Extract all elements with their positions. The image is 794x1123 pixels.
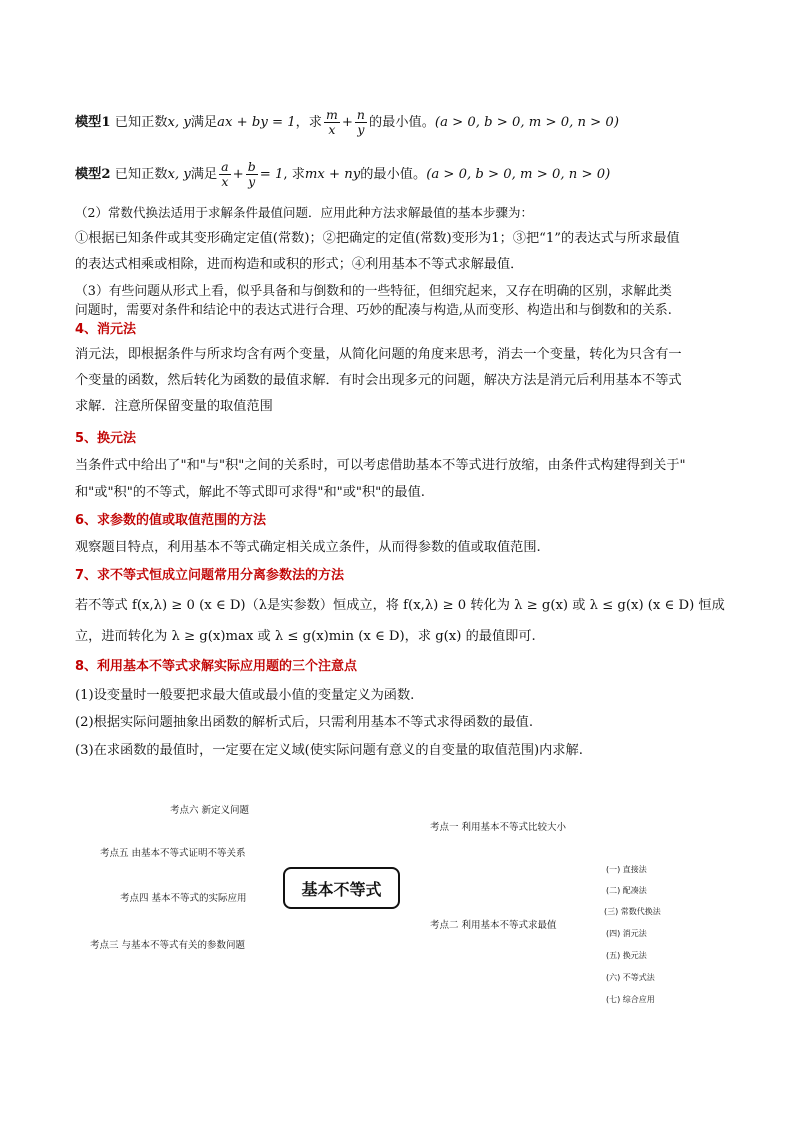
model2-text2: 满足: [190, 167, 218, 182]
heading-8: 8、利用基本不等式求解实际应用题的三个注意点: [75, 659, 358, 674]
mindmap-sub-4: (四) 消元法: [606, 929, 647, 938]
p8-line-2: (2)根据实际问题抽象出函数的解析式后，只需利用基本不等式求得函数的最值.: [75, 715, 534, 730]
mindmap-sub-3: (三) 常数代换法: [604, 907, 661, 916]
model1-text3: ，求: [295, 115, 322, 130]
model2-expr: mx + ny: [304, 167, 361, 182]
model2-line: [75, 160, 610, 189]
heading-7: 7、求不等式恒成立问题常用分离参数法的方法: [75, 568, 345, 583]
mindmap-left-2: 考点五 由基本不等式证明不等关系: [100, 848, 246, 859]
heading-4: 4、消元法: [75, 322, 137, 337]
mindmap-sub-1: (一) 直接法: [606, 865, 647, 874]
model2-eq-tail: = 1: [259, 167, 284, 182]
p8-line-3: (3)在求函数的最值时，一定要在定义域(使实际问题有意义的自变量的取值范围)内求解.: [75, 743, 583, 758]
model1-eq: ax + by = 1: [217, 115, 296, 130]
model1-label: 模型1: [75, 115, 111, 130]
model1-text2: 满足: [190, 115, 218, 130]
model2-cond: (a > 0, b > 0, m > 0, n > 0): [426, 167, 611, 182]
mindmap-center-label: 基本不等式: [301, 879, 382, 899]
p4-line-3: 求解．注意所保留变量的取值范围: [75, 399, 273, 414]
heading-6: 6、求参数的值或取值范围的方法: [75, 513, 267, 528]
mindmap-center: [283, 867, 400, 909]
model1-cond: (a > 0, b > 0, m > 0, n > 0): [434, 115, 619, 130]
model1-text4: 的最小值。: [368, 115, 435, 130]
para3-line-2: 问题时，需要对条件和结论中的表达式进行合理、巧妙的配凑与构造,从而变形、构造出和与倒数和的关系.: [75, 303, 672, 318]
model2-text4: 的最小值。: [360, 167, 427, 182]
model2-plus: +: [232, 167, 244, 182]
para2-line-2: ①根据已知条件或其变形确定定值(常数)；②把确定的定值(常数)变形为1；③把“1”的表达式与所求最值: [75, 231, 680, 246]
para3-line-1: （3）有些问题从形式上看，似乎具备和与倒数和的一些特征，但细究起来，又存在明确的区别，求解此类: [75, 284, 672, 299]
model2-label: 模型2: [75, 167, 111, 182]
p4-line-1: 消元法，即根据条件与所求均含有两个变量，从简化问题的角度来思考，消去一个变量，转化为只含有一: [75, 347, 682, 362]
p7-line-1: 若不等式 f(x,λ) ≥ 0 (x ∈ D)（λ是实参数）恒成立，将 f(x,λ) ≥ 0 转化为 λ ≥ g(x) 或 λ ≤ g(x) (x ∈ D) 恒成: [75, 598, 725, 613]
para2-line-1: （2）常数代换法适用于求解条件最值问题．应用此种方法求解最值的基本步骤为：: [75, 205, 533, 220]
model1-frac-mx: $\frac{m}{x}$: [326, 107, 338, 137]
mindmap-left-1: 考点六 新定义问题: [170, 805, 250, 816]
model2-text1: 已知正数: [114, 167, 168, 182]
model1-frac-ny: $\frac{n}{y}$: [356, 107, 365, 137]
p7-line-2: 立，进而转化为 λ ≥ g(x)max 或 λ ≤ g(x)min (x ∈ D)，求 g(x) 的最值即可.: [75, 629, 536, 644]
model2-vars: x, y: [167, 167, 191, 182]
mindmap-sub-5: (五) 换元法: [606, 951, 647, 960]
model1-line: [75, 108, 619, 137]
mindmap-sub-2: (二) 配凑法: [606, 886, 647, 895]
mindmap-right-2: 考点二 利用基本不等式求最值: [430, 920, 557, 931]
p5-line-2: 和"或"积"的不等式，解此不等式即可求得"和"或"积"的最值.: [75, 485, 425, 500]
p4-line-2: 个变量的函数，然后转化为函数的最值求解．有时会出现多元的问题，解决方法是消元后利用基本不等式: [75, 373, 682, 388]
model1-vars: x, y: [167, 115, 191, 130]
para2-line-3: 的表达式相乘或相除，进而构造和或积的形式；④利用基本不等式求解最值．: [75, 257, 524, 272]
model1-text1: 已知正数: [114, 115, 168, 130]
mindmap-left-4: 考点三 与基本不等式有关的参数问题: [90, 940, 246, 951]
p6: 观察题目特点，利用基本不等式确定相关成立条件，从而得参数的值或取值范围.: [75, 540, 541, 555]
heading-5: 5、换元法: [75, 431, 137, 446]
model2-frac-by: $\frac{b}{y}$: [247, 159, 256, 189]
model1-plus: +: [341, 115, 353, 130]
mind-map: [0, 780, 794, 1080]
p5-line-1: 当条件式中给出了"和"与"积"之间的关系时，可以考虑借助基本不等式进行放缩，由条件式构建得到关于": [75, 458, 686, 473]
model2-text3: , 求: [283, 167, 305, 182]
mindmap-right-1: 考点一 利用基本不等式比较大小: [430, 822, 567, 833]
mindmap-sub-7: (七) 综合应用: [606, 995, 655, 1004]
mindmap-sub-6: (六) 不等式法: [606, 973, 655, 982]
p8-line-1: (1)设变量时一般要把求最大值或最小值的变量定义为函数.: [75, 688, 415, 703]
mindmap-left-3: 考点四 基本不等式的实际应用: [120, 893, 247, 904]
model2-frac-ax: $\frac{a}{x}$: [221, 159, 229, 189]
